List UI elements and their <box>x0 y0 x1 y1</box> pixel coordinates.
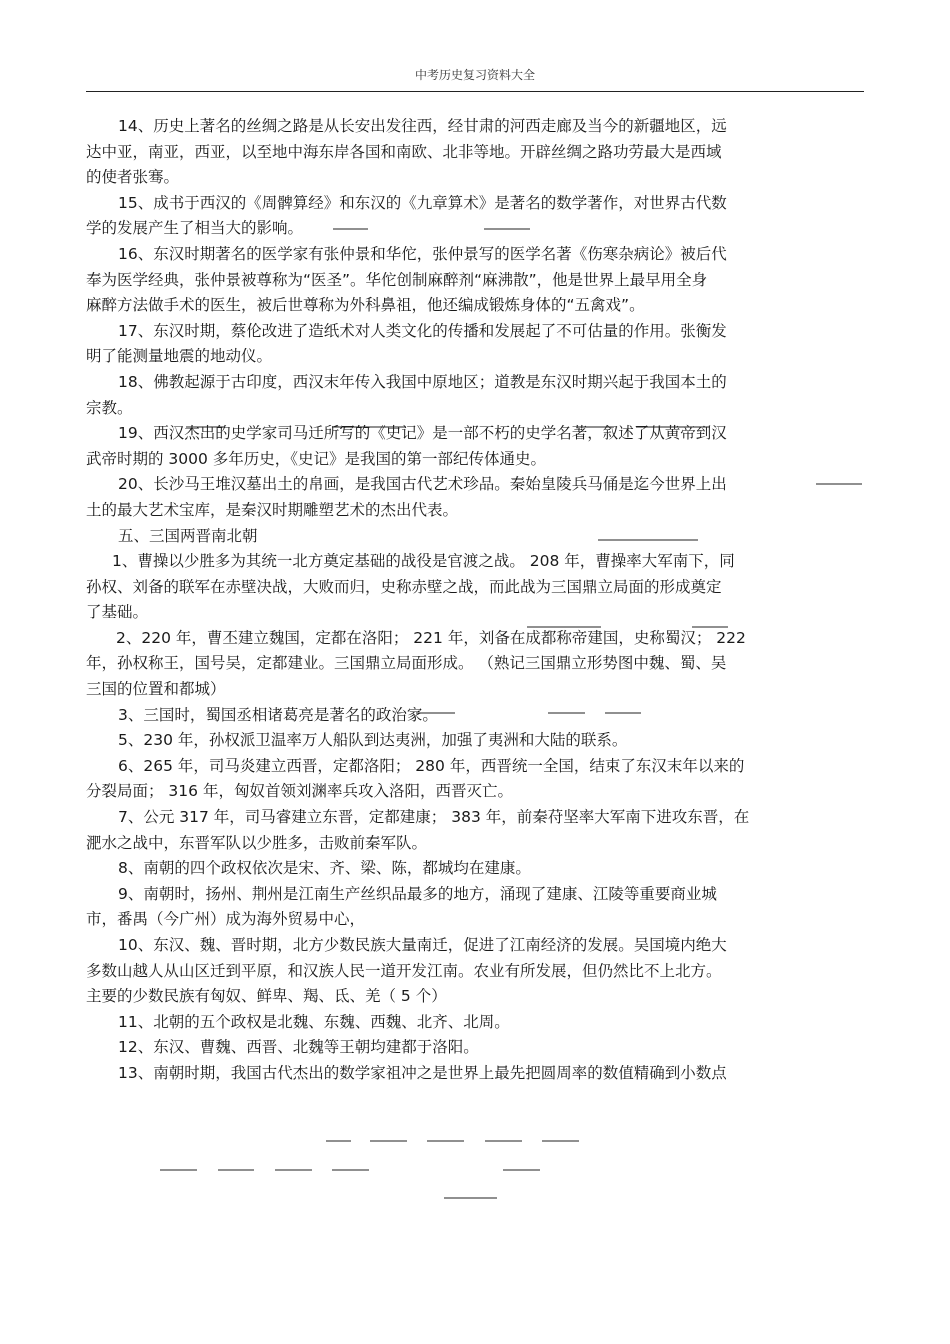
text-line: 宗教。 <box>86 398 133 417</box>
text-line: 5、230 年，孙权派卫温率万人船队到达夷洲，加强了夷洲和大陆的联系。 <box>118 731 628 750</box>
header-rule <box>86 91 864 92</box>
text-line: 6、265 年，司马炎建立西晋，定都洛阳； 280 年，西晋统一全国，结束了东汉末年以来的 <box>118 756 745 775</box>
text-line: 1、曹操以少胜多为其统一北方奠定基础的战役是官渡之战。 208 年，曹操率大军南下，同 <box>112 552 735 571</box>
text-line: 7、公元 317 年，司马睿建立东晋，定都建康； 383 年，前秦苻坚率大军南下进攻东晋，在 <box>118 808 750 827</box>
text-line: 武帝时期的 3000 多年历史，《史记》是我国的第一部纪传体通史。 <box>86 449 547 468</box>
text-line: 11、北朝的五个政权是北魏、东魏、西魏、北齐、北周。 <box>118 1012 510 1031</box>
text-line: 主要的少数民族有匈奴、鲜卑、羯、氐、羌（ 5 个） <box>86 987 447 1006</box>
text-line: 8、南朝的四个政权依次是宋、齐、梁、陈，都城均在建康。 <box>118 859 531 878</box>
text-line: 16、东汉时期著名的医学家有张仲景和华佗，张仲景写的医学名著《伤寒杂病论》被后代 <box>118 244 727 263</box>
text-line: 9、南朝时，扬州、荆州是江南生产丝织品最多的地方，涌现了建康、江陵等重要商业城 <box>118 884 717 903</box>
text-line: 奉为医学经典，张仲景被尊称为“医圣”。华佗创制麻醉剂“麻沸散”，他是世界上最早用全身 <box>86 270 708 289</box>
text-line: 的使者张骞。 <box>86 168 180 187</box>
text-line: 明了能测量地震的地动仪。 <box>86 347 273 366</box>
text-line: 了基础。 <box>86 603 149 622</box>
text-line: 3、三国时，蜀国丞相诸葛亮是著名的政治家。 <box>118 705 438 724</box>
text-line: 18、佛教起源于古印度，西汉末年传入我国中原地区；道教是东汉时期兴起于我国本土的 <box>118 372 727 391</box>
text-line: 分裂局面； 316 年，匈奴首领刘渊率兵攻入洛阳，西晋灭亡。 <box>86 782 513 801</box>
text-line: 2、220 年，曹丕建立魏国，定都在洛阳； 221 年，刘备在成都称帝建国，史称蜀汉； 222 <box>116 628 746 647</box>
text-line: 孙权、刘备的联军在赤壁决战，大败而归，史称赤壁之战，而此战为三国鼎立局面的形成奠定 <box>86 577 722 596</box>
text-line: 达中亚，南亚，西亚，以至地中海东岸各国和南欧、北非等地。开辟丝绸之路功劳最大是西域 <box>86 142 722 161</box>
text-line: 三国的位置和都城） <box>86 680 226 699</box>
text-line: 淝水之战中，东晋军队以少胜多，击败前秦军队。 <box>86 833 428 852</box>
text-line: 14、历史上著名的丝绸之路是从长安出发往西，经甘肃的河西走廊及当今的新疆地区，远 <box>118 117 727 135</box>
text-line: 多数山越人从山区迁到平原，和汉族人民一道开发江南。农业有所发展，但仍然比不上北方。 <box>86 961 722 980</box>
page-header-title: 中考历史复习资料大全 <box>414 68 535 82</box>
text-line: 市，番禺（今广州）成为海外贸易中心， <box>86 910 366 929</box>
text-line: 20、长沙马王堆汉墓出土的帛画，是我国古代艺术珍品。秦始皇陵兵马俑是迄今世界上出 <box>118 475 727 494</box>
text-line: 麻醉方法做手术的医生，被后世尊称为外科鼻祖，他还编成锻炼身体的“五禽戏”。 <box>86 296 645 315</box>
document-body <box>86 114 866 1087</box>
text-line: 学的发展产生了相当大的影响。 <box>86 219 304 238</box>
text-line: 13、南朝时期，我国古代杰出的数学家祖冲之是世界上最先把圆周率的数值精确到小数点 <box>118 1063 727 1082</box>
text-line: 15、成书于西汉的《周髀算经》和东汉的《九章算术》是著名的数学著作，对世界古代数 <box>118 193 727 212</box>
text-line: 19、西汉杰出的史学家司马迁所写的《史记》是一部不朽的史学名著，叙述了从黄帝到汉 <box>118 424 727 443</box>
text-line: 12、东汉、曹魏、西晋、北魏等王朝均建都于洛阳。 <box>118 1038 479 1057</box>
text-line: 土的最大艺术宝库，是秦汉时期雕塑艺术的杰出代表。 <box>86 500 459 519</box>
text-line: 17、东汉时期，蔡伦改进了造纸术对人类文化的传播和发展起了不可估量的作用。张衡发 <box>118 321 727 340</box>
text-line: 10、东汉、魏、晋时期，北方少数民族大量南迁，促进了江南经济的发展。吴国境内绝大 <box>118 936 727 954</box>
text-line: 年，孙权称王，国号吴，定都建业。三国鼎立局面形成。 （熟记三国鼎立形势图中魏、蜀、吴 <box>86 654 727 673</box>
section-heading: 五、三国两晋南北朝 <box>118 526 258 545</box>
